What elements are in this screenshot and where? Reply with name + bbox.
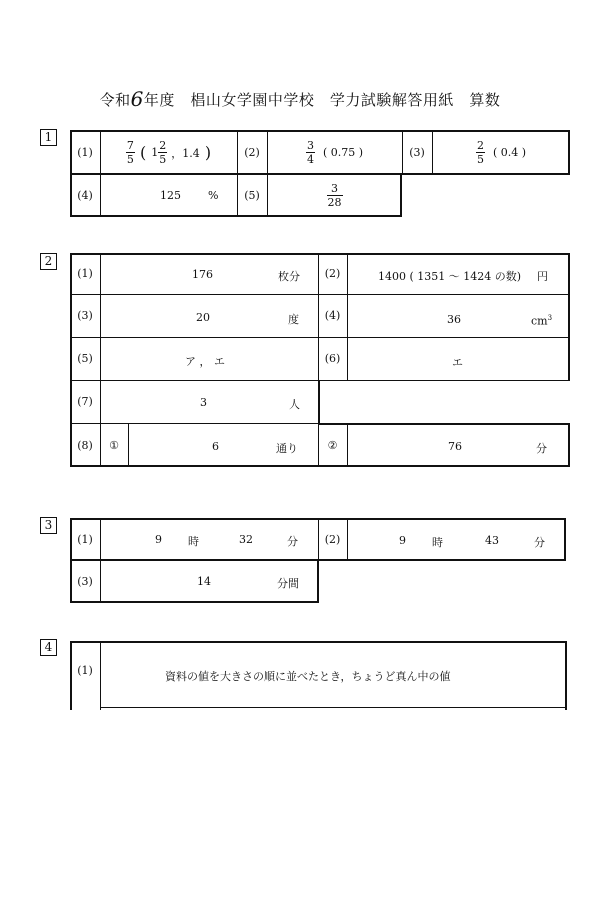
- s1-q3-fraction: [476, 140, 485, 165]
- section-1-number: 1: [40, 129, 57, 146]
- s3-q1-label: (1): [77, 533, 93, 546]
- s3-q2-minute: 43: [485, 534, 499, 547]
- numerator: 3: [331, 181, 338, 195]
- denominator: 5: [126, 153, 134, 166]
- s2-q7-value: 3: [200, 396, 207, 409]
- s2-q3-value: 20: [196, 311, 210, 324]
- s2-q8-sub1-unit: 通り: [276, 442, 298, 455]
- s1-q4-value: 125: [160, 189, 181, 202]
- s2-q8-sub1-value: 6: [212, 440, 219, 453]
- denominator: 5: [476, 153, 484, 166]
- section-3-number: 3: [40, 517, 57, 534]
- s3-q2-hour: 9: [399, 534, 406, 547]
- page-title: [0, 87, 600, 111]
- s1-q4-label: (4): [77, 188, 93, 202]
- numerator: 3: [306, 139, 314, 152]
- s1-q1-fraction: [126, 140, 135, 165]
- denominator: 28: [327, 195, 342, 209]
- s1-q2-alt: ( 0.75 ): [322, 146, 364, 159]
- s3-q2-minute-unit: 分: [534, 536, 545, 549]
- s2-q7-unit: 人: [289, 398, 300, 411]
- s3-q3-unit: 分間: [277, 577, 299, 590]
- numerator: 7: [126, 139, 134, 152]
- row-divider: [318, 423, 570, 425]
- blank-area: [319, 381, 571, 423]
- s1-q1-answer: $\frac{7}{5}$ ( 1 $\frac{2}{5}$ ，1.4 ): [126, 139, 212, 166]
- row-divider: [100, 707, 567, 708]
- s1-q3-label: (3): [409, 146, 425, 159]
- s1-q5-fraction: [327, 183, 343, 208]
- s1-q2-fraction: [306, 140, 315, 165]
- s2-q6-label: (6): [324, 352, 341, 365]
- title-year: 6: [130, 87, 144, 111]
- s1-q1-alt-tail: ，1.4: [171, 146, 200, 160]
- s3-q2-hour-unit: 時: [432, 536, 443, 549]
- numerator: 2: [476, 139, 484, 152]
- s4-q1-label: (1): [77, 663, 93, 677]
- s2-q1-label: (1): [77, 267, 93, 280]
- unit-text: cm: [531, 314, 548, 328]
- s1-q1-label: (1): [77, 146, 93, 159]
- col-divider: [128, 423, 129, 467]
- s1-q1-alt-fraction: [158, 140, 167, 165]
- s2-q4-value: 36: [447, 313, 461, 326]
- s2-q5-label: (5): [77, 352, 93, 365]
- denominator: 5: [159, 153, 167, 166]
- s2-q4-unit: [531, 314, 552, 328]
- col-divider: [347, 423, 348, 467]
- s2-q8-sub1-label: ①: [109, 438, 119, 452]
- s2-q8-sub2-label: ②: [327, 438, 338, 452]
- s1-q2-label: (2): [244, 146, 260, 159]
- s1-q1-alt-whole: 1: [151, 146, 159, 159]
- numerator: 2: [159, 139, 167, 152]
- s3-q1-minute-unit: 分: [287, 535, 298, 548]
- section-2-number: 2: [40, 253, 57, 270]
- section-4-number: 4: [40, 639, 57, 656]
- s3-q3-label: (3): [77, 574, 93, 588]
- s1-q3-answer: [432, 130, 570, 175]
- s1-q3-alt: ( 0.4 ): [492, 146, 527, 159]
- col-divider: [347, 253, 348, 380]
- col-divider: [100, 641, 101, 710]
- s2-q8-label: (8): [77, 438, 93, 452]
- col-divider: [347, 518, 348, 561]
- s2-q5-value: ア ， エ: [185, 355, 225, 368]
- s2-q8-sub2-unit: 分: [536, 442, 547, 455]
- s4-q1-value: 資料の値を大きさの順に並べたとき，ちょうど真ん中の値: [165, 670, 451, 683]
- s2-q2-unit: 円: [537, 270, 548, 283]
- s2-q2-label: (2): [324, 267, 341, 280]
- s2-q4-label: (4): [324, 309, 341, 322]
- s1-q2-answer: [267, 130, 402, 175]
- title-prefix: 令和: [99, 91, 131, 109]
- s3-q3-value: 14: [197, 575, 211, 588]
- s1-q5-label: (5): [244, 188, 260, 202]
- s2-q7-label: (7): [77, 395, 93, 408]
- s3-q1-hour: 9: [155, 533, 162, 546]
- s2-q2-value: 1400 ( 1351 〜 1424 の数): [378, 270, 522, 283]
- s2-q6-value: エ: [452, 356, 463, 369]
- divider: [100, 173, 101, 217]
- s2-q3-unit: 度: [288, 313, 299, 326]
- col-divider: [100, 518, 101, 603]
- s3-q1-minute: 32: [239, 533, 253, 546]
- col-divider: [318, 380, 320, 424]
- s1-q4-unit: %: [208, 189, 219, 202]
- s2-q1-unit: 枚分: [278, 270, 300, 283]
- s2-q3-label: (3): [77, 309, 93, 322]
- s1-q5-answer: [267, 173, 402, 217]
- s2-q1-value: 176: [192, 268, 213, 281]
- s2-q8-sub2-value: 76: [448, 440, 462, 453]
- s3-q1-hour-unit: 時: [188, 535, 199, 548]
- denominator: 4: [306, 153, 314, 166]
- unit-superscript: 3: [547, 314, 553, 322]
- title-suffix: 年度 椙山女学園中学校 学力試験解答用紙 算数: [143, 91, 501, 109]
- s3-q2-label: (2): [324, 533, 341, 546]
